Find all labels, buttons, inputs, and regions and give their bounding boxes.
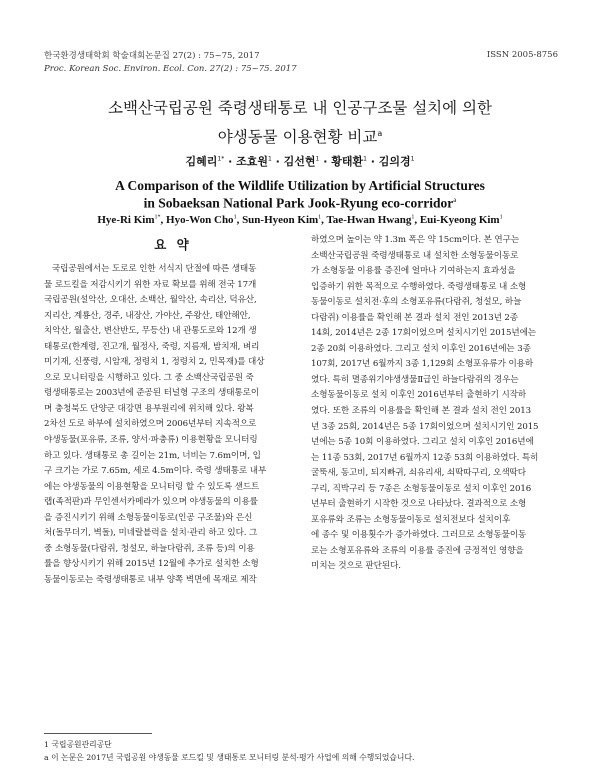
abstract-line: 로는 소형포유류와 조류의 이용률 증진에 긍정적인 영향을 (311, 545, 524, 556)
title-ko-mark: a (377, 129, 383, 138)
abstract-line: 하였으며 높이는 약 1.3m 폭은 약 15cm이다. 본 연구는 (311, 235, 520, 245)
journal-citation-en: Proc. Korean Soc. Environ. Ecol. Con. 27(2) : 75~75. 2017 (44, 64, 297, 74)
author-name: 김혜리 (185, 155, 218, 168)
abstract-line: 구 크기는 가로 7.65m, 세로 4.5m이다. 죽령 생태통로 내부 (44, 466, 267, 477)
author-name: 조효원 (236, 155, 268, 168)
author-affiliation-mark: 1 (233, 214, 237, 221)
author-affiliation-mark: 1 (315, 155, 320, 163)
abstract-line: 14회, 2014년은 2종 17회이었으며 설치시기인 2015년에는 (311, 328, 536, 339)
abstract-line: 치악산, 월출산, 변산반도, 무등산) 내 관통도로와 12개 생 (44, 326, 257, 337)
author-name: Hyo-Won Cho (166, 214, 234, 226)
authors-english (0, 214, 600, 226)
author-name: Tae-Hwan Hwang (326, 214, 412, 226)
abstract-line: 며 충청북도 단양군 대강면 용부원리에 위치해 있다. 왕복 (44, 403, 254, 414)
title-en-line2: in Sobaeksan National Park Jook-Ryung eco-corridor$^a$ (143, 195, 457, 211)
abstract-line: 령생태통로는 2003년에 준공된 터널형 구조의 생태통로이 (44, 388, 260, 399)
author-separator: · (271, 155, 284, 168)
abstract-line: 국립공원에서는 도로로 인한 서식지 단절에 따른 생태동 (44, 264, 257, 274)
abstract-left-column (44, 262, 302, 588)
abstract-line: 포유류와 조류는 소형동물이동로 설치전보다 설치이후 (311, 514, 511, 525)
abstract-line: 에는 야생동물의 이용현황을 모니터링 할 수 있도록 샌드트 (44, 481, 260, 492)
author-name: 김의경 (378, 155, 411, 168)
title-en-line1: A Comparison of the Wildlife Utilization by Artificial Structures (115, 178, 485, 193)
footnote-funding: a 이 논문은 2017년 국립공원 야생동물 로드킬 및 생태통로 모니터링 분석·평가 사업에 의해 수행되었습니다. (44, 753, 415, 762)
footnote-divider (44, 733, 152, 734)
abstract-line: 태통로(한계령, 진고개, 월정사, 죽령, 지름재, 밤치재, 벼리 (44, 341, 260, 352)
title-ko-line2: 야생동물 이용현황 비교$^a$ (217, 128, 383, 147)
author-name: Hye-Ri Kim (97, 214, 155, 226)
abstract-line: 소백산국립공원 죽령생태통로 내 설치한 소형동물이동로 (311, 250, 519, 261)
abstract-line: 물 로드킬을 저감시키기 위한 자료 확보를 위해 전국 17개 (44, 279, 257, 290)
abstract-line: 랩(족적판)과 무인센서카메라가 있으며 야생동물의 이용률 (44, 497, 258, 508)
abstract-line: 다람쥐) 이용률을 확인해 본 결과 설치 전인 2013년 2종 (311, 312, 518, 323)
author-affiliation-mark: 1 (267, 155, 272, 163)
author-separator: , (414, 214, 420, 226)
author-name: 김선현 (283, 155, 316, 168)
abstract-line: 년부터 출현하기 시작한 것으로 나타났다. 결과적으로 소형 (311, 499, 527, 510)
authors-korean (0, 153, 600, 169)
abstract-line: 는 11종 53회, 2017년 6월까지 12종 53회 이용하였다. 특히 (311, 452, 539, 463)
abstract-line: 중 소형동물(다람쥐, 청설모, 하늘다람쥐, 조류 등)의 이용 (44, 543, 255, 554)
abstract-line: 미치는 것으로 판단된다. (311, 561, 401, 572)
abstract-line: 였다. 또한 조류의 이용률을 확인해 본 결과 설치 전인 2013 (311, 406, 532, 417)
abstract-line: 107회, 2017년 6월까지 3종 1,129회 소형포유류가 이용하 (311, 359, 534, 370)
abstract-line: 구리, 직박구리 등 7종은 소형동물이동로 설치 이후인 2016 (311, 483, 532, 494)
title-en-mark: a (453, 196, 457, 204)
author-affiliation-mark: 1* (154, 214, 161, 221)
abstract-line: 지리산, 계룡산, 경주, 내장산, 가야산, 주왕산, 태안해안, (44, 310, 251, 321)
author-affiliation-mark: 1 (411, 214, 415, 221)
author-separator: , (160, 214, 167, 226)
author-affiliation-mark: 1 (363, 155, 367, 163)
issn: ISSN 2005-8756 (486, 50, 558, 60)
author-affiliation-mark: 1 (410, 155, 415, 163)
abstract-line: 미기재, 신풍령, 시암재, 정령치 1, 정령치 2, 민목재)를 대상 (44, 357, 265, 368)
abstract-line: 였다. 특히 멸종위기야생생물Ⅱ급인 하늘다람쥐의 경우는 (311, 374, 519, 385)
journal-citation-ko: 한국환경생태학회 학술대회논문집 27(2) : 75~75, 2017 (44, 51, 260, 61)
author-separator: · (224, 155, 237, 168)
author-separator: , (236, 214, 243, 226)
abstract-line: 에 종수 및 이용횟수가 증가하였다. 그러므로 소형동물이동 (311, 530, 527, 541)
abstract-line: 동물이동로는 죽령생태통로 내부 양쪽 벽면에 목재로 제작 (44, 574, 257, 585)
abstract-line: 률을 향상시키기 위해 2015년 12월에 추가로 설치한 소형 (44, 559, 259, 570)
title-ko-line1: 소백산국립공원 죽령생태통로 내 인공구조물 설치에 의한 (108, 99, 492, 117)
abstract-line: 년 3종 25회, 2014년은 5종 17회이었으며 설치시기인 2015 (311, 421, 539, 432)
abstract-line: 가 소형동물 이용률 증진에 얼마나 기여하는지 효과성을 (311, 266, 516, 277)
author-affiliation-mark: 1* (217, 155, 225, 163)
author-name: Eui-Kyeong Kim (419, 214, 500, 226)
title-korean (0, 95, 600, 150)
abstract-line: 입증하기 위한 목적으로 수행하였다. 죽령생태통로 내 소형 (311, 281, 527, 292)
title-english (0, 178, 600, 211)
abstract-line: 굴뚝새, 동고비, 되지빠귀, 쇠유리새, 쇠딱따구리, 오색딱다 (311, 468, 526, 479)
abstract-line: 야생동물(포유류, 조류, 양서·파충류) 이용현황을 모니터링 (44, 435, 258, 446)
author-affiliation-mark: 1 (499, 214, 503, 221)
abstract-line: 하고 있다. 생태통로 총 길이는 21m, 너비는 7.6m이며, 입 (44, 450, 261, 461)
abstract-line: 2차선 도로 하부에 설치하였으며 2006년부터 지속적으로 (44, 419, 257, 430)
author-separator: · (319, 155, 332, 168)
abstract-heading: 요 약 (154, 237, 192, 252)
author-separator: , (321, 214, 327, 226)
footnote-affiliation: 1 국립공원관리공단 (44, 740, 112, 749)
abstract-line: 2종 20회 이용하였다. 그리고 설치 이후인 2016년에는 3종 (311, 343, 531, 354)
abstract-line: 으로 모니터링을 시행하고 있다. 그 중 소백산국립공원 죽 (44, 372, 254, 383)
abstract-line: 처(돌무더기, 벽돌), 미네랄블럭을 설치·관리 하고 있다. 그 (44, 528, 258, 539)
abstract-line: 동물이동로 설치전·후의 소형포유류(다람쥐, 청설모, 하늘 (311, 297, 522, 308)
abstract-line: 을 증진시키기 위해 소형동물이동로(인공 구조물)와 은신 (44, 512, 253, 523)
author-name: Sun-Hyeon Kim (242, 214, 319, 226)
author-affiliation-mark: 1 (318, 214, 322, 221)
abstract-line: 소형동물이동로 설치 이후인 2016년부터 출현하기 시작하 (311, 390, 527, 401)
author-separator: · (366, 155, 379, 168)
abstract-line: 년에는 5종 10회 이용하였다. 그리고 설치 이후인 2016년에 (311, 437, 534, 448)
abstract-right-column (311, 233, 559, 575)
journal-header (44, 50, 297, 76)
abstract-line: 국립공원(설악산, 오대산, 소백산, 월악산, 속리산, 덕유산, (44, 295, 257, 306)
author-name: 황태환 (331, 155, 364, 168)
